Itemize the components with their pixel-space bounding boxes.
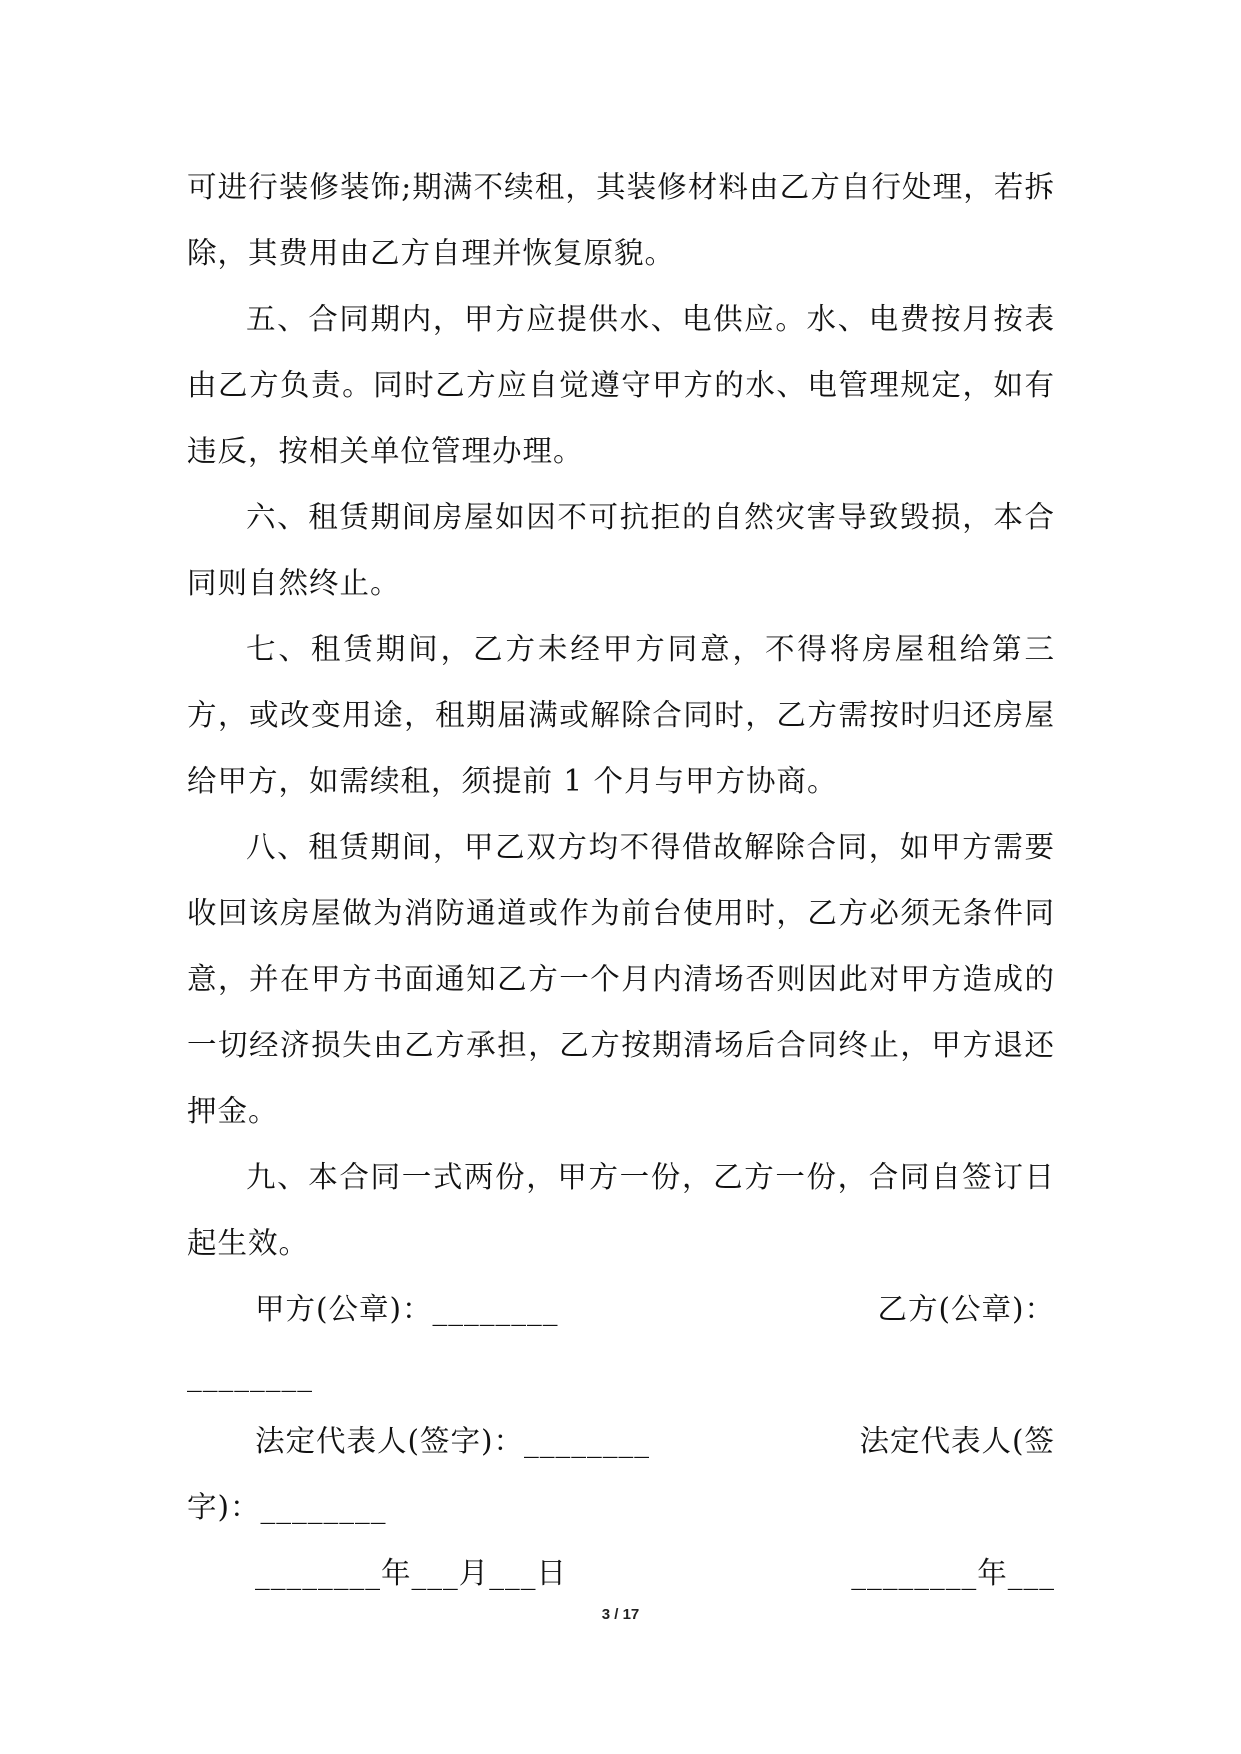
- representative-row: [187, 1408, 1055, 1474]
- party-a-representative-line: 法定代表人(签字)：________: [255, 1424, 651, 1458]
- party-b-representative-line: 法定代表人(签: [859, 1424, 1055, 1458]
- party-b-seal-line: 乙方(公章)：: [877, 1292, 1055, 1326]
- document-body: [187, 154, 1055, 1606]
- date-row: [187, 1540, 1055, 1606]
- signature-block: [187, 1276, 1055, 1606]
- party-b-date-line: ________年___: [851, 1556, 1055, 1590]
- page-number: 3 / 17: [601, 1606, 640, 1623]
- party-a-seal-line: 甲方(公章)：________: [255, 1292, 559, 1326]
- party-a-date-line: ________年___月___日: [255, 1556, 568, 1590]
- seal-row: [187, 1276, 1055, 1342]
- paragraph-continuation: 可进行装修装饰;期满不续租，其装修材料由乙方自行处理，若拆除，其费用由乙方自理并恢复原貌。: [187, 170, 1055, 270]
- clause-6: 六、租赁期间房屋如因不可抗拒的自然灾害导致毁损，本合同则自然终止。: [187, 500, 1055, 600]
- clause-5: 五、合同期内，甲方应提供水、电供应。水、电费按月按表由乙方负责。同时乙方应自觉遵守甲方的水、电管理规定，如有违反，按相关单位管理办理。: [187, 302, 1055, 468]
- party-b-representative-blank: 字)：________: [187, 1490, 387, 1524]
- clause-9: 九、本合同一式两份，甲方一份，乙方一份，合同自签订日起生效。: [187, 1160, 1055, 1260]
- clause-8: 八、租赁期间，甲乙双方均不得借故解除合同，如甲方需要收回该房屋做为消防通道或作为前台使用时，乙方必须无条件同意，并在甲方书面通知乙方一个月内清场否则因此对甲方造成的一切经济损失由乙方承担，乙方按期清场后合同终止，甲方退还押金。: [187, 830, 1055, 1128]
- seal-row-continued: [187, 1342, 1055, 1408]
- clause-7: 七、租赁期间，乙方未经甲方同意，不得将房屋租给第三方，或改变用途，租期届满或解除合同时，乙方需按时归还房屋给甲方，如需续租，须提前 1 个月与甲方协商。: [187, 632, 1055, 798]
- representative-row-continued: [187, 1474, 1055, 1540]
- party-b-seal-blank: ________: [187, 1358, 313, 1392]
